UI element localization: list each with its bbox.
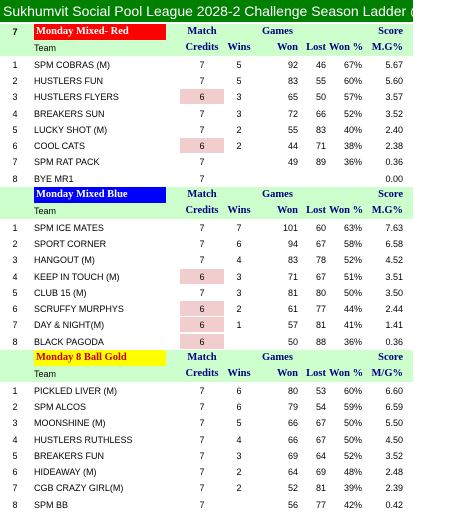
- won-pct-cell: 42%: [343, 499, 362, 510]
- table-row[interactable]: [0, 399, 413, 415]
- credits-cell: 7: [199, 173, 205, 184]
- rank-cell: 7: [12, 320, 18, 331]
- column-header-won-pct: Won %: [329, 42, 364, 54]
- score-cell: 2.48: [385, 467, 403, 478]
- wins-cell: 7: [236, 222, 242, 233]
- credits-cell: 7: [199, 418, 205, 429]
- games-lost-cell: 67: [315, 238, 326, 249]
- column-header-score: M/G%: [371, 368, 403, 380]
- table-row[interactable]: [0, 383, 413, 399]
- ladder-round-number: 7: [12, 27, 18, 37]
- games-won-cell: 80: [287, 385, 298, 396]
- table-row[interactable]: [0, 415, 413, 431]
- won-pct-cell: 50%: [343, 287, 362, 298]
- team-name-cell: SPM RAT PACK: [34, 157, 100, 168]
- table-row[interactable]: [0, 334, 413, 350]
- table-row[interactable]: [0, 301, 413, 317]
- table-row[interactable]: [0, 106, 413, 122]
- wins-cell: 1: [236, 320, 242, 331]
- games-won-cell: 49: [287, 157, 298, 168]
- wins-cell: [224, 497, 254, 513]
- wins-cell: 3: [236, 287, 242, 298]
- won-pct-cell: 41%: [343, 320, 362, 331]
- games-lost-cell: 46: [315, 59, 326, 70]
- division-name[interactable]: Monday 8 Ball Gold: [34, 350, 166, 366]
- won-pct-cell: [329, 171, 362, 187]
- games-group-header: Games: [262, 189, 293, 200]
- score-cell: 5.60: [385, 75, 403, 86]
- credits-cell: 6: [199, 271, 205, 282]
- division-name[interactable]: Monday Mixed- Red: [34, 24, 166, 40]
- games-won-cell: 101: [282, 222, 298, 233]
- score-cell: 3.52: [385, 450, 403, 461]
- score-cell: 4.52: [385, 255, 403, 266]
- team-name-cell: CLUB 15 (M): [34, 287, 87, 298]
- match-group-header: Match: [187, 26, 217, 37]
- team-name-cell: KEEP IN TOUCH (M): [34, 271, 120, 282]
- credits-cell: 7: [199, 499, 205, 510]
- column-header-won-pct: Won %: [329, 368, 364, 380]
- credits-cell: 7: [199, 401, 205, 412]
- rank-cell: 5: [12, 450, 18, 461]
- rank-cell: 8: [12, 173, 18, 184]
- score-cell: 6.60: [385, 385, 403, 396]
- table-row[interactable]: [0, 464, 413, 480]
- column-header-won: Won: [276, 42, 298, 54]
- games-lost-cell: 88: [315, 336, 326, 347]
- credits-cell: 7: [199, 238, 205, 249]
- score-cell: 5.50: [385, 418, 403, 429]
- won-pct-cell: 39%: [343, 483, 362, 494]
- won-pct-cell: 50%: [343, 418, 362, 429]
- score-cell: 2.40: [385, 124, 403, 135]
- games-lost-cell: 67: [315, 271, 326, 282]
- team-name-cell: HUSTLERS FUN: [34, 75, 104, 86]
- team-name-cell: BREAKERS SUN: [34, 108, 105, 119]
- column-header-team: Team: [34, 206, 57, 217]
- won-pct-cell: 50%: [343, 434, 362, 445]
- won-pct-cell: 44%: [343, 304, 362, 315]
- games-lost-cell: 77: [315, 304, 326, 315]
- table-row[interactable]: [0, 89, 413, 105]
- won-pct-cell: 51%: [343, 271, 362, 282]
- wins-cell: 3: [236, 271, 242, 282]
- games-won-cell: 56: [287, 499, 298, 510]
- table-row[interactable]: [0, 448, 413, 464]
- games-lost-cell: [300, 171, 326, 187]
- credits-cell: 7: [199, 255, 205, 266]
- won-pct-cell: 59%: [343, 401, 362, 412]
- credits-cell: 7: [199, 75, 205, 86]
- rank-cell: 2: [12, 75, 18, 86]
- wins-cell: 5: [236, 75, 242, 86]
- column-header-row: [0, 40, 413, 56]
- score-cell: 1.41: [385, 320, 403, 331]
- wins-cell: 6: [236, 385, 242, 396]
- column-header-wins: Wins: [227, 42, 251, 54]
- games-won-cell: 52: [287, 483, 298, 494]
- column-header-row: [0, 366, 413, 382]
- games-won-cell: 92: [287, 59, 298, 70]
- division-header-row: [0, 24, 413, 40]
- games-won-cell: 50: [287, 336, 298, 347]
- team-name-cell: SCRUFFY MURPHYS: [34, 304, 124, 315]
- score-cell: 0.00: [385, 173, 403, 184]
- games-lost-cell: 66: [315, 108, 326, 119]
- score-cell: 4.50: [385, 434, 403, 445]
- games-lost-cell: 54: [315, 401, 326, 412]
- games-won-cell: 57: [287, 320, 298, 331]
- rank-cell: 5: [12, 124, 18, 135]
- column-header-lost: Lost: [306, 368, 326, 380]
- column-header-won: Won: [276, 368, 298, 380]
- games-lost-cell: 67: [315, 434, 326, 445]
- team-name-cell: LUCKY SHOT (M): [34, 124, 108, 135]
- column-header-wins: Wins: [227, 205, 251, 217]
- rank-cell: 8: [12, 336, 18, 347]
- games-group-header: Games: [262, 26, 293, 37]
- table-row[interactable]: [0, 252, 413, 268]
- table-row[interactable]: [0, 73, 413, 89]
- games-lost-cell: 60: [315, 222, 326, 233]
- games-won-cell: 83: [287, 75, 298, 86]
- credits-cell: 7: [199, 157, 205, 168]
- wins-cell: 6: [236, 238, 242, 249]
- table-row[interactable]: [0, 220, 413, 236]
- games-won-cell: 55: [287, 124, 298, 135]
- wins-cell: 3: [236, 108, 242, 119]
- games-won-cell: 64: [287, 467, 298, 478]
- score-cell: 0.36: [385, 336, 403, 347]
- rank-cell: 3: [12, 418, 18, 429]
- wins-cell: 5: [236, 59, 242, 70]
- column-header-won: Won: [276, 205, 298, 217]
- team-name-cell: PICKLED LIVER (M): [34, 385, 118, 396]
- column-header-credits: Credits: [185, 368, 219, 380]
- games-lost-cell: 77: [315, 499, 326, 510]
- credits-cell: 6: [199, 304, 205, 315]
- wins-cell: 4: [236, 255, 242, 266]
- team-name-cell: SPM BB: [34, 499, 69, 510]
- games-won-cell: 71: [287, 271, 298, 282]
- match-group-header: Match: [187, 352, 217, 363]
- won-pct-cell: 60%: [343, 385, 362, 396]
- page-title: Sukhumvit Social Pool League 2028-2 Challenge Season Ladder @ Rnd 7: [0, 0, 413, 22]
- column-header-row: [0, 203, 413, 219]
- rank-cell: 4: [12, 271, 18, 282]
- team-name-cell: CGB CRAZY GIRL(M): [34, 483, 124, 494]
- rank-cell: 2: [12, 401, 18, 412]
- games-won-cell: 81: [287, 287, 298, 298]
- table-row[interactable]: [0, 154, 413, 170]
- games-won-cell: 83: [287, 255, 298, 266]
- wins-cell: 6: [236, 401, 242, 412]
- rank-cell: 6: [12, 304, 18, 315]
- score-cell: 6.59: [385, 401, 403, 412]
- won-pct-cell: 38%: [343, 141, 362, 152]
- column-header-credits: Credits: [185, 205, 219, 217]
- score-cell: 2.44: [385, 304, 403, 315]
- score-group-header: Score: [378, 189, 403, 200]
- credits-cell: 7: [199, 287, 205, 298]
- score-cell: 7.63: [385, 222, 403, 233]
- credits-cell: 7: [199, 59, 205, 70]
- games-won-cell: 72: [287, 108, 298, 119]
- table-row[interactable]: [0, 285, 413, 301]
- rank-cell: 3: [12, 255, 18, 266]
- won-pct-cell: 36%: [343, 336, 362, 347]
- table-row[interactable]: [0, 480, 413, 496]
- score-cell: 5.67: [385, 59, 403, 70]
- wins-cell: [224, 334, 254, 350]
- won-pct-cell: 48%: [343, 467, 362, 478]
- team-name-cell: HUSTLERS FLYERS: [34, 92, 119, 103]
- team-name-cell: BREAKERS FUN: [34, 450, 105, 461]
- table-row[interactable]: [0, 317, 413, 333]
- division-header-row: [0, 187, 413, 203]
- credits-cell: 6: [199, 92, 205, 103]
- team-name-cell: DAY & NIGHT(M): [34, 320, 105, 331]
- team-name-cell: BLACK PAGODA: [34, 336, 104, 347]
- credits-cell: 7: [199, 483, 205, 494]
- score-cell: 0.36: [385, 157, 403, 168]
- score-group-header: Score: [378, 26, 403, 37]
- games-won-cell: 66: [287, 434, 298, 445]
- games-won-cell: 61: [287, 304, 298, 315]
- table-row[interactable]: [0, 57, 413, 73]
- team-name-cell: BYE MR1: [34, 173, 74, 184]
- wins-cell: 2: [236, 124, 242, 135]
- table-row[interactable]: [0, 269, 413, 285]
- credits-cell: 7: [199, 124, 205, 135]
- games-lost-cell: 81: [315, 320, 326, 331]
- credits-cell: 7: [199, 108, 205, 119]
- score-cell: 3.57: [385, 92, 403, 103]
- team-name-cell: SPM ALCOS: [34, 401, 87, 412]
- wins-cell: 2: [236, 141, 242, 152]
- score-cell: 3.51: [385, 271, 403, 282]
- credits-cell: 7: [199, 450, 205, 461]
- match-group-header: Match: [187, 189, 217, 200]
- wins-cell: 5: [236, 418, 242, 429]
- games-lost-cell: 50: [315, 92, 326, 103]
- credits-cell: 7: [199, 434, 205, 445]
- rank-cell: 7: [12, 157, 18, 168]
- table-row[interactable]: [0, 236, 413, 252]
- credits-cell: 7: [199, 222, 205, 233]
- won-pct-cell: 52%: [343, 108, 362, 119]
- wins-cell: 4: [236, 434, 242, 445]
- rank-cell: 1: [12, 59, 18, 70]
- score-cell: 2.38: [385, 141, 403, 152]
- team-name-cell: SPM COBRAS (M): [34, 59, 111, 70]
- games-lost-cell: 83: [315, 124, 326, 135]
- credits-cell: 7: [199, 385, 205, 396]
- games-lost-cell: 71: [315, 141, 326, 152]
- credits-cell: 6: [199, 336, 205, 347]
- table-row[interactable]: [0, 432, 413, 448]
- games-group-header: Games: [262, 352, 293, 363]
- wins-cell: 3: [236, 92, 242, 103]
- games-lost-cell: 80: [315, 287, 326, 298]
- games-won-cell: 66: [287, 418, 298, 429]
- won-pct-cell: 40%: [343, 124, 362, 135]
- won-pct-cell: 58%: [343, 238, 362, 249]
- team-name-cell: HIDEAWAY (M): [34, 467, 97, 478]
- won-pct-cell: 67%: [343, 59, 362, 70]
- rank-cell: 1: [12, 385, 18, 396]
- division-header-row: [0, 350, 413, 366]
- games-won-cell: [270, 171, 298, 187]
- games-won-cell: 94: [287, 238, 298, 249]
- rank-cell: 6: [12, 141, 18, 152]
- wins-cell: 2: [236, 304, 242, 315]
- column-header-team: Team: [34, 43, 57, 54]
- rank-cell: 4: [12, 108, 18, 119]
- score-cell: 3.52: [385, 108, 403, 119]
- team-name-cell: COOL CATS: [34, 141, 86, 152]
- games-won-cell: 44: [287, 141, 298, 152]
- column-header-lost: Lost: [306, 42, 326, 54]
- wins-cell: 2: [236, 467, 242, 478]
- won-pct-cell: 60%: [343, 75, 362, 86]
- rank-cell: 8: [12, 499, 18, 510]
- won-pct-cell: 36%: [343, 157, 362, 168]
- games-lost-cell: 89: [315, 157, 326, 168]
- won-pct-cell: 52%: [343, 255, 362, 266]
- games-lost-cell: 78: [315, 255, 326, 266]
- team-name-cell: HANGOUT (M): [34, 255, 95, 266]
- rank-cell: 3: [12, 92, 18, 103]
- column-header-team: Team: [34, 369, 57, 380]
- column-header-credits: Credits: [185, 42, 219, 54]
- column-header-won-pct: Won %: [329, 205, 364, 217]
- score-cell: 3.50: [385, 287, 403, 298]
- table-row[interactable]: [0, 138, 413, 154]
- rank-cell: 6: [12, 467, 18, 478]
- rank-cell: 7: [12, 483, 18, 494]
- wins-cell: [224, 154, 254, 170]
- won-pct-cell: 57%: [343, 92, 362, 103]
- rank-cell: 2: [12, 238, 18, 249]
- column-header-score: M.G%: [371, 205, 403, 217]
- games-lost-cell: 67: [315, 418, 326, 429]
- score-cell: 2.39: [385, 483, 403, 494]
- games-won-cell: 79: [287, 401, 298, 412]
- table-row[interactable]: [0, 497, 413, 513]
- won-pct-cell: 63%: [343, 222, 362, 233]
- table-row[interactable]: [0, 171, 413, 187]
- table-row[interactable]: [0, 122, 413, 138]
- wins-cell: [224, 171, 254, 187]
- games-lost-cell: 55: [315, 75, 326, 86]
- credits-cell: 6: [199, 141, 205, 152]
- games-lost-cell: 81: [315, 483, 326, 494]
- team-name-cell: HUSTLERS RUTHLESS: [34, 434, 133, 445]
- score-cell: 6.58: [385, 238, 403, 249]
- games-lost-cell: 53: [315, 385, 326, 396]
- team-name-cell: SPORT CORNER: [34, 238, 107, 249]
- games-won-cell: 69: [287, 450, 298, 461]
- score-cell: 0.42: [385, 499, 403, 510]
- column-header-score: M.G%: [371, 42, 403, 54]
- wins-cell: 3: [236, 450, 242, 461]
- rank-cell: 1: [12, 222, 18, 233]
- column-header-wins: Wins: [227, 368, 251, 380]
- credits-cell: 6: [199, 320, 205, 331]
- column-header-lost: Lost: [306, 205, 326, 217]
- rank-cell: 5: [12, 287, 18, 298]
- team-name-cell: SPM ICE MATES: [34, 222, 104, 233]
- score-group-header: Score: [378, 352, 403, 363]
- games-lost-cell: 69: [315, 467, 326, 478]
- wins-cell: 2: [236, 483, 242, 494]
- division-name[interactable]: Monday Mixed Blue: [34, 187, 166, 203]
- games-won-cell: 65: [287, 92, 298, 103]
- won-pct-cell: 52%: [343, 450, 362, 461]
- rank-cell: 4: [12, 434, 18, 445]
- games-lost-cell: 64: [315, 450, 326, 461]
- credits-cell: 7: [199, 467, 205, 478]
- team-name-cell: MOONSHINE (M): [34, 418, 106, 429]
